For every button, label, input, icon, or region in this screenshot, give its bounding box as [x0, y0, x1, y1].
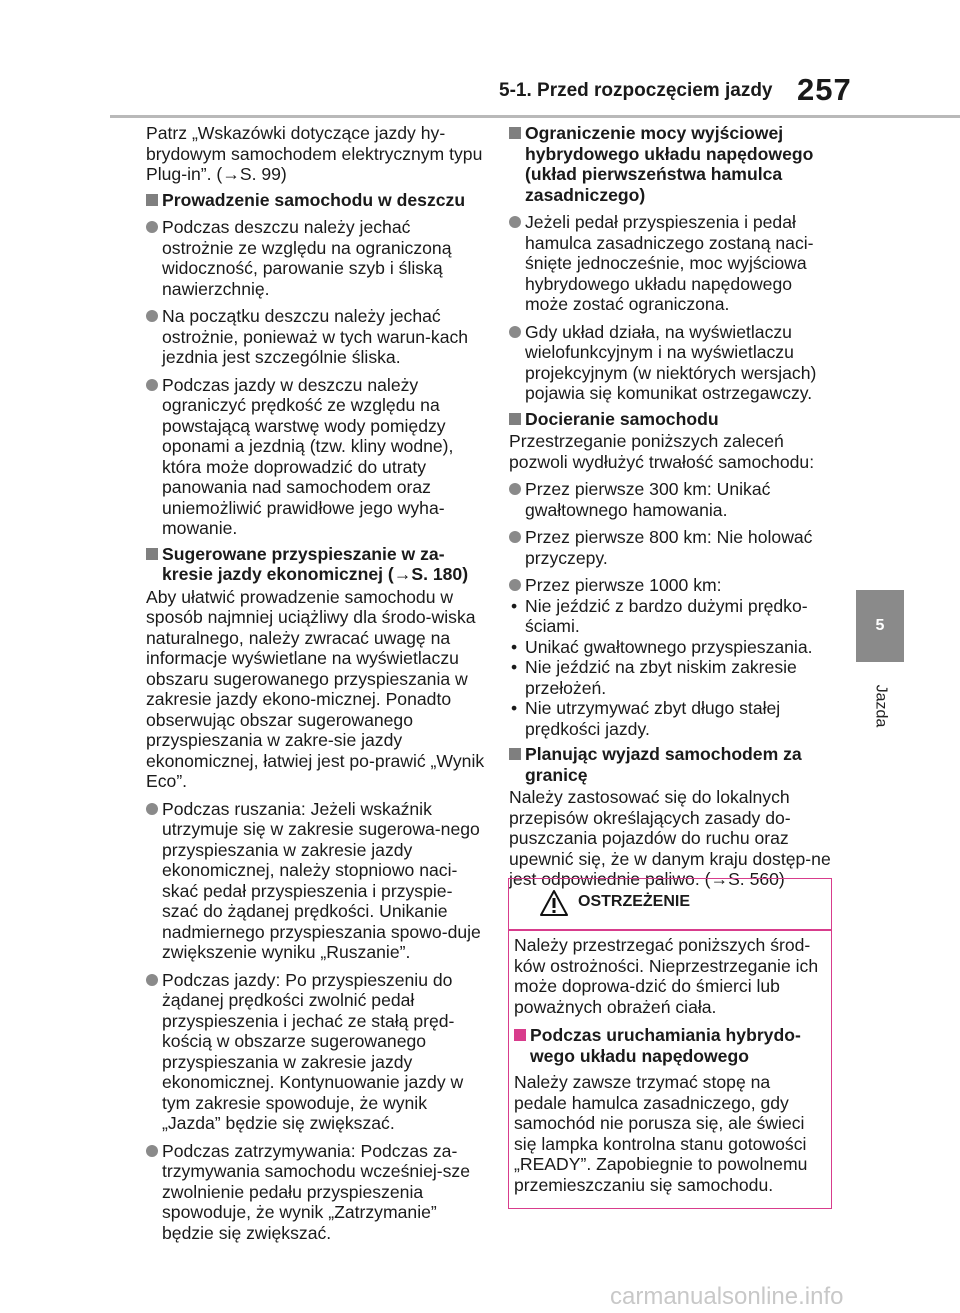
section-heading: Planując wyjazd samochodem za granicę [509, 744, 839, 785]
chapter-tab[interactable] [856, 590, 904, 662]
page-number: 257 [797, 72, 852, 107]
section-heading: Sugerowane przyspieszanie w za-kresie jazdy ekonomicznej (→S. 180) [146, 544, 486, 585]
page-header [0, 0, 960, 120]
warning-triangle-icon [540, 890, 568, 916]
body-paragraph: Należy zastosować się do lokalnych przepisów określających zasady do-puszczania pojazdów do ruchu oraz upewnić się, że w danym kraju dostęp-ne jest odpowiednie paliwo. (→S. 560) [509, 787, 831, 889]
dash-item: • Nie utrzymywać zbyt długo stałej prędkości jazdy. [509, 698, 839, 739]
bullet-item: Podczas jazdy: Po przyspieszeniu do żądanej prędkości zwolnić pedał przyspieszenia i jechać ze stałą pręd-kością w obszarze sugerowanego przyspieszania w zakresie jazdy ekonomicznej. Kontynuowanie jazdy w tym zakresie spowoduje, że wynik „Jazda” będzie się zwiększać. [146, 970, 486, 1134]
watermark: carmanualsonline.info [610, 1283, 844, 1310]
bullet-item: Podczas ruszania: Jeżeli wskaźnik utrzymuje się w zakresie sugerowa-nego przyspieszania w zakresie jazdy ekonomicznej, należy stopniowo naci-skać pedał przyspieszenia i przyspie-szać do żądanej prędkości. Unikanie nadmiernego przyspieszania spowo-duje zwiększenie wyniku „Ruszanie”. [146, 799, 486, 963]
warning-box [508, 878, 832, 1209]
dash-item: • Unikać gwałtownego przyspieszania. [509, 637, 839, 658]
warning-body [514, 935, 826, 1195]
intro-paragraph: Patrz „Wskazówki dotyczące jazdy hy-brydowym samochodem elektrycznym typu Plug-in”. (→S. 99) [146, 123, 483, 184]
dash-item: • Nie jeździć na zbyt niskim zakresie przełożeń. [509, 657, 839, 698]
bullet-item: Przez pierwsze 300 km: Unikać gwałtownego hamowania. [509, 479, 839, 520]
warning-paragraph: Należy przestrzegać poniższych środ-ków ostrożności. Nieprzestrzeganie ich może doprowa-dzić do śmierci lub poważnych obrażeń ciała. [514, 935, 819, 1017]
section-heading: Prowadzenie samochodu w deszczu [146, 190, 486, 211]
bullet-item: Podczas jazdy w deszczu należy ograniczyć prędkość ze względu na powstającą warstwę wody pomiędzy oponami a jezdnią (tzw. kliny wodne), która może doprowadzić do utraty panowania nad samochodem oraz uniemożliwić prawidłowe jego wyha-mowanie. [146, 375, 486, 539]
section-title: 5-1. Przed rozpoczęciem jazdy [499, 80, 773, 101]
warning-heading: Podczas uruchamiania hybrydo-wego układu napędowego [514, 1025, 826, 1066]
section-heading: Ograniczenie mocy wyjściowej hybrydowego układu napędowego (układ pierwszeństwa hamulca zasadniczego) [509, 123, 839, 205]
body-paragraph: Przestrzeganie poniższych zaleceń pozwoli wydłużyć trwałość samochodu: [509, 431, 815, 472]
bullet-item: Na początku deszczu należy jechać ostrożnie, ponieważ w tych warun-kach jezdnia jest szczególnie śliska. [146, 306, 486, 368]
chapter-label-container [856, 676, 904, 736]
bullet-item: Gdy układ działa, na wyświetlaczu wielofunkcyjnym i na wyświetlaczu projekcyjnym (w niektórych wersjach) pojawia się komunikat ostrzegawczy. [509, 322, 839, 404]
warning-divider [509, 929, 831, 931]
section-heading: Docieranie samochodu [509, 409, 839, 430]
header-divider [110, 115, 960, 118]
warning-header [509, 879, 831, 929]
bullet-item: Przez pierwsze 1000 km: [509, 575, 839, 596]
bullet-item: Podczas deszczu należy jechać ostrożnie ze względu na ograniczoną widoczność, parowanie szyb i śliską nawierzchnię. [146, 217, 486, 299]
bullet-item: Jeżeli pedał przyspieszenia i pedał hamulca zasadniczego zostaną naci-śnięte jednocześnie, moc wyjściowa hybrydowego układu napędowego może zostać ograniczona. [509, 212, 839, 315]
bullet-item: Podczas zatrzymywania: Podczas za-trzymywania samochodu wcześniej-sze zwolnienie pedału przyspieszenia spowoduje, że wynik „Zatrzymanie” będzie się zwiększać. [146, 1141, 486, 1244]
warning-paragraph: Należy zawsze trzymać stopę na pedale hamulca zasadniczego, gdy samochód nie porusza się, ale świeci się lampka kontrolna stanu gotowości „READY”. Zapobiegnie to powolnemu przemieszczaniu się samochodu. [514, 1072, 808, 1195]
left-column [146, 123, 486, 1243]
bullet-item: Przez pierwsze 800 km: Nie holować przyczepy. [509, 527, 839, 568]
chapter-number: 5 [875, 617, 885, 634]
warning-title: OSTRZEŻENIE [578, 893, 691, 910]
dash-item: • Nie jeździć z bardzo dużymi prędko-ściami. [509, 596, 839, 637]
right-column [509, 123, 839, 890]
body-paragraph: Aby ułatwić prowadzenie samochodu w sposób najmniej uciążliwy dla środo-wiska naturalnego, należy zwracać uwagę na informacje wyświetlane na wyświetlaczu obszaru sugerowanego przyspieszania w zakresie jazdy ekono-micznej. Ponadto obserwując obszar sugerowanego przyspieszania w zakre-sie jazdy ekonomicznej, łatwiej jest po-prawić „Wynik Eco”. [146, 586, 485, 791]
chapter-label: Jazda [871, 684, 889, 728]
